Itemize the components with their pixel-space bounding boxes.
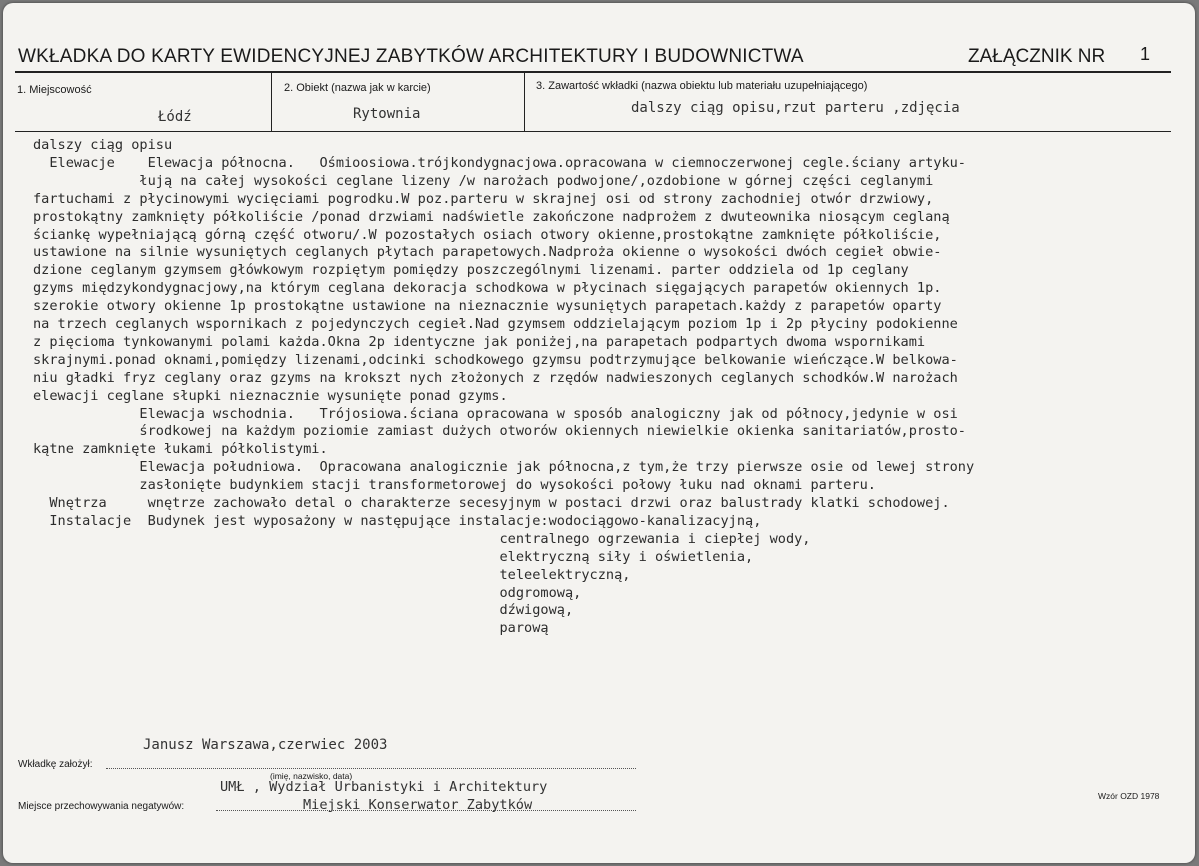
form-code: Wzór OZD 1978 xyxy=(1098,791,1160,801)
body-line: ustawione na silnie wysuniętych ceglanych płytach parapetowych.Nadproża okienne o wysokości dwóch cegieł obwie- xyxy=(33,244,942,261)
body-line: Elewacje Elewacja północna. Ośmioosiowa.trójkondygnacjowa.opracowana w ciemnoczerwonej cegle.ściany artyku- xyxy=(33,154,966,171)
body-line: skrajnymi.ponad oknami,pomiędzy lizenami,odcinki schodkowego gzymsu podtrzymujące belkowanie wieńczące.W belkowa- xyxy=(33,351,958,368)
body-line: centralnego ogrzewania i ciepłej wody, xyxy=(33,530,811,547)
attachment-number: 1 xyxy=(1140,44,1151,64)
contents-value: dalszy ciąg opisu,rzut parteru ,zdjęcia xyxy=(631,100,960,116)
body-line: kątne zamknięte łukami półkolistymi. xyxy=(33,441,328,458)
body-line: łują na całej wysokości ceglane lizeny /w narożach podwojone/,ozdobione w górnej części ceglanymi xyxy=(33,172,934,189)
body-line: odgromową, xyxy=(33,584,582,601)
locality-label: 1. Miejscowość xyxy=(17,84,92,96)
body-line: elewacji ceglane słupki nieznacznie wysunięte ponad gzyms. xyxy=(33,387,508,404)
body-line: Wnętrza wnętrze zachowało detal o charakterze secesyjnym w postaci drzwi oraz balustrady klatki schodowej. xyxy=(33,495,950,511)
body-line: fartuchami z płycinowymi wycięciami pogrodku.W poz.parteru w skrajnej osi od strony zachodniej otwór drzwiowy, xyxy=(33,190,934,207)
body-line: elektryczną siły i oświetlenia, xyxy=(33,548,754,565)
body-line: Instalacje Budynek jest wyposażony w następujące instalacje:wodociągowo-kanalizacyjną, xyxy=(33,512,762,529)
inserted-by-line xyxy=(106,767,636,769)
attachment-label: ZAŁĄCZNIK NR xyxy=(968,46,1106,67)
inserted-by-value: Janusz Warszawa,czerwiec 2003 xyxy=(143,737,388,753)
object-label: 2. Obiekt (nazwa jak w karcie) xyxy=(284,82,431,94)
body-line: niu gładki fryz ceglany oraz gzyms na krokszt nych złożonych z rzędów nadwieszonych ceglanych schodków.W narożach xyxy=(33,369,958,386)
body-line: teleelektryczną, xyxy=(33,566,631,583)
body-line: zasłonięte budynkiem stacji transformetorowej do wysokości połowy łuku nad oknami parteru. xyxy=(33,477,876,494)
contents-label: 3. Zawartość wkładki (nazwa obiektu lub materiału uzupełniającego) xyxy=(536,80,868,92)
body-line: parową xyxy=(33,620,549,637)
storage-line xyxy=(216,809,636,811)
body-line: prostokątny zamknięty półkoliście /ponad drzwiami nadświetle zakończone nadprożem z dwuteownika niosącym ceglaną xyxy=(33,208,950,225)
body-line: ściankę wypełniającą górną część otworu/.W pozostałych osiach otwory okienne,prostokątne zamknięte półkoliście, xyxy=(33,226,942,243)
body-line: szerokie otwory okienne 1p prostokątne ustawione na nieznacznie wysuniętych parapetach.każdy z parapetów oparty xyxy=(33,298,942,315)
description-text xyxy=(33,137,1193,637)
object-value: Rytownia xyxy=(353,106,421,122)
body-line: dzione ceglanym gzymsem główkowym rozpiętym pomiędzy poszczególnymi lizenami. parter oddziela od 1p ceglany xyxy=(33,262,909,279)
fields-bottom-rule xyxy=(15,131,1171,132)
name-hint: (imię, nazwisko, data) xyxy=(270,771,353,781)
card-title: WKŁADKA DO KARTY EWIDENCYJNEJ ZABYTKÓW ARCHITEKTURY I BUDOWNICTWA xyxy=(18,46,804,67)
body-line: na trzech ceglanych wspornikach z pojedynczych cegieł.Nad gzymsem oddzielającym poziom 1p i 2p płyciny podokienne xyxy=(33,316,958,332)
storage-label: Miejsce przechowywania negatywów: xyxy=(18,801,185,812)
storage-line-2: Miejski Konserwator Zabytków xyxy=(303,797,533,813)
record-card xyxy=(3,3,1195,863)
body-line: środkowej na każdym poziomie zamiast dużych otworów okiennych niewielkie okienka sanitariatów,prosto- xyxy=(33,423,966,440)
body-line: z pięcioma tynkowanymi polami każda.Okna 2p identyczne jak poniżej,na parapetach podpartych dwoma wspornikami xyxy=(33,333,926,350)
body-line: dalszy ciąg opisu xyxy=(33,137,173,153)
locality-value: Łódź xyxy=(158,109,192,125)
body-line: Elewacja wschodnia. Trójosiowa.ściana opracowana w sposób analogiczny jak od północy,jedynie w osi xyxy=(33,405,958,422)
inserted-by-label: Wkładkę założył: xyxy=(18,759,93,770)
field-divider-1 xyxy=(271,73,272,131)
header-rule xyxy=(15,71,1171,73)
field-divider-2 xyxy=(524,73,525,131)
body-line: dźwigową, xyxy=(33,602,574,619)
body-line: gzyms międzykondygnacjowy,na którym ceglana dekoracja schodkowa w płycinach sięgających parapetów okiennych 1p. xyxy=(33,280,942,297)
body-line: Elewacja południowa. Opracowana analogicznie jak północna,z tym,że trzy pierwsze osie od lewej strony xyxy=(33,459,975,476)
storage-line-1: UMŁ , Wydział Urbanistyki i Architektury xyxy=(220,779,548,795)
